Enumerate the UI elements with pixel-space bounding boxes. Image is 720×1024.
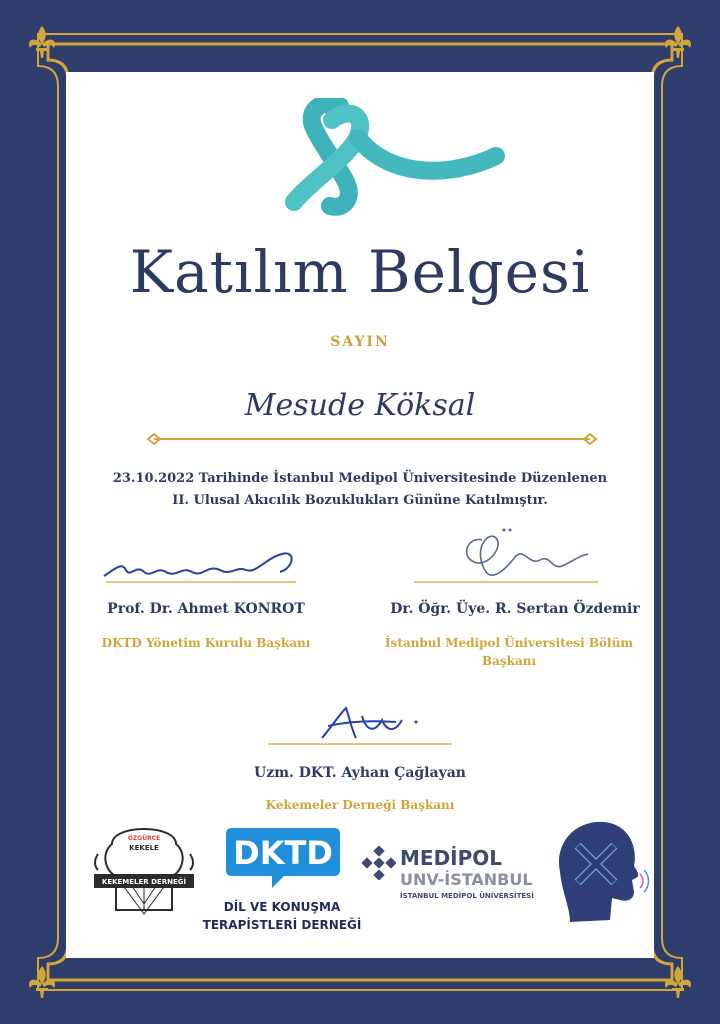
description-line-1: 23.10.2022 Tarihinde İstanbul Medipol Üniversitesinde Düzenlenen <box>112 471 608 486</box>
kekemeler-dernegi-logo <box>92 814 196 926</box>
signer-name-2: Dr. Öğr. Üye. R. Sertan Özdemir <box>390 601 640 617</box>
signature-konrot <box>96 538 306 588</box>
dktd-line2: TERAPİSTLERİ DERNEĞİ <box>202 918 362 932</box>
dktd-logo <box>200 824 364 936</box>
medipol-line1: MEDİPOL <box>400 846 503 870</box>
fleur-de-lis-icon <box>22 22 62 62</box>
dktd-mark-text: DKTD <box>233 834 333 872</box>
medipol-cross-icon <box>362 846 396 880</box>
kekemeler-band: KEKEMELER DERNEĞİ <box>101 878 187 886</box>
fleur-de-lis-icon <box>22 962 62 1002</box>
signer-role-3: Kekemeler Derneği Başkanı <box>265 798 455 812</box>
medipol-line2: UNV-İSTANBUL <box>400 870 533 889</box>
fleur-de-lis-icon <box>658 22 698 62</box>
medipol-line3: İSTANBUL MEDİPOL ÜNİVERSİTESİ <box>400 892 534 900</box>
speech-head-emblem-logo <box>540 812 650 930</box>
signer-name-3: Uzm. DKT. Ayhan Çağlayan <box>254 765 466 781</box>
signer-role-1: DKTD Yönetim Kurulu Başkanı <box>101 636 311 650</box>
name-divider <box>146 431 598 447</box>
signature-ozdemir <box>412 526 602 588</box>
recipient-name: Mesude Köksal <box>244 388 476 423</box>
dktd-mark-icon <box>224 824 342 890</box>
signer-name-1: Prof. Dr. Ahmet KONROT <box>107 601 305 617</box>
signature-caglayan <box>266 700 456 748</box>
signer-role-2-line-2: Başkanı <box>481 654 537 668</box>
certificate-title: Katılım Belgesi <box>129 238 591 306</box>
dktd-line1: DİL VE KONUŞMA <box>223 900 341 914</box>
description-line-2: II. Ulusal Akıcılık Bozuklukları Gününe Katılmıştır. <box>172 493 548 508</box>
kekemeler-top1: ÖZGÜRCE <box>127 835 161 842</box>
signer-role-2 <box>376 634 642 670</box>
fleur-de-lis-icon <box>658 962 698 1002</box>
certificate-description <box>0 468 720 512</box>
salutation: SAYIN <box>330 334 390 350</box>
kekemeler-top2: KEKELE <box>129 844 159 852</box>
medipol-logo <box>362 842 548 912</box>
signer-role-2-line-1: İstanbul Medipol Üniversitesi Bölüm <box>384 636 634 650</box>
awareness-ribbon-icon <box>270 98 510 218</box>
